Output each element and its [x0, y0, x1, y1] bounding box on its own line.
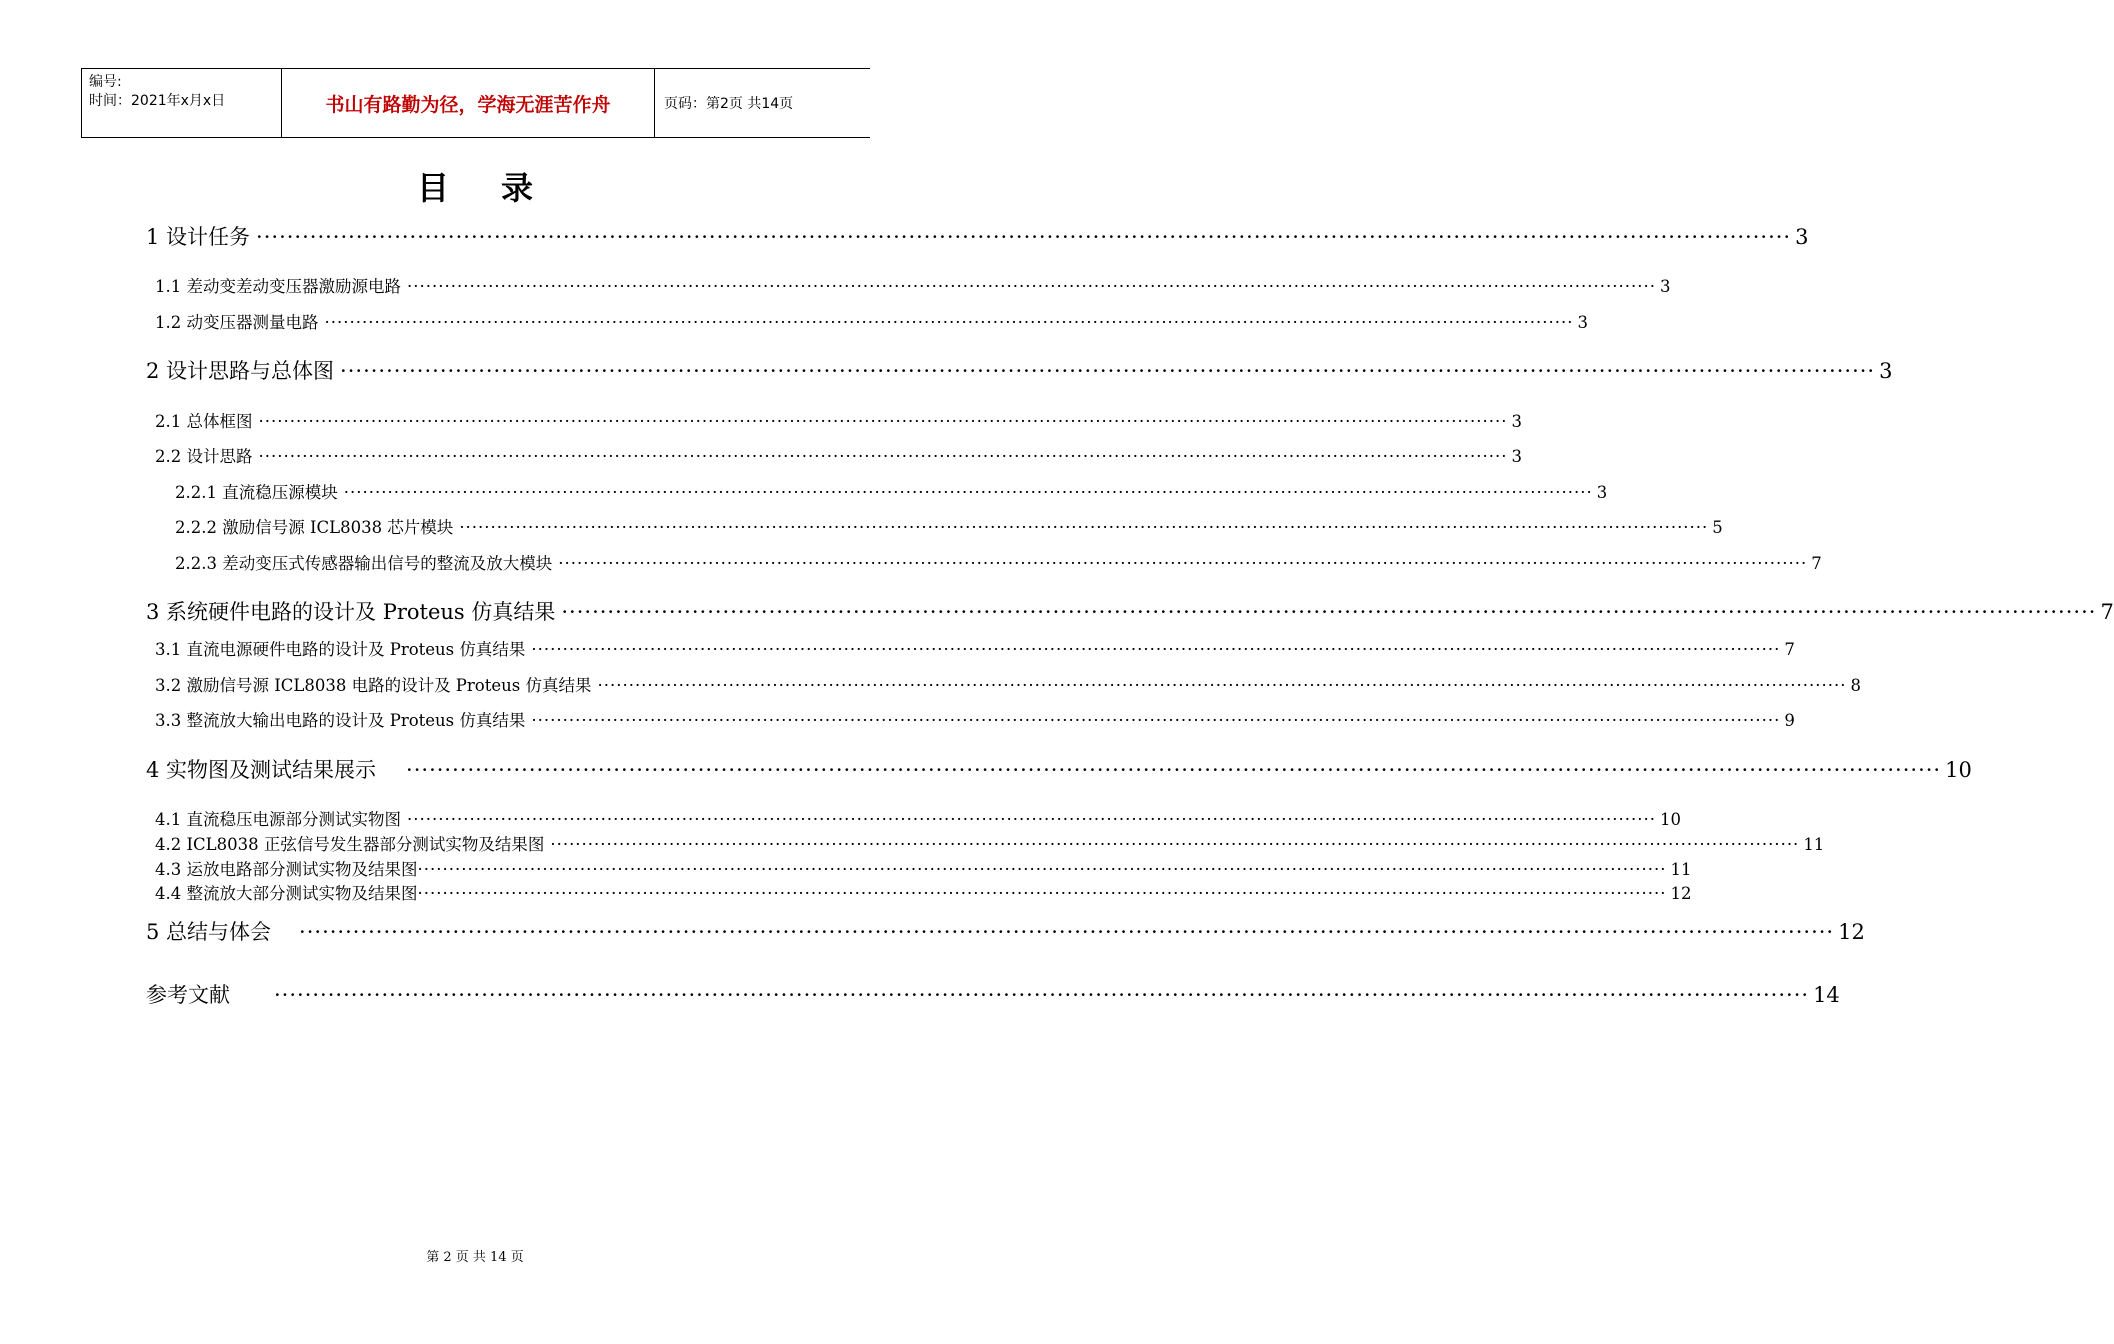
toc-entry[interactable] — [155, 443, 1522, 467]
dot-leader: ········································································································································································································ — [531, 711, 1781, 730]
toc-entry[interactable] — [155, 707, 1795, 731]
toc-entry[interactable] — [155, 273, 1671, 297]
toc-entry-label: 2.1 总体框图 — [155, 412, 253, 431]
toc-entry-label: 1.2 动变压器测量电路 — [155, 313, 319, 332]
header-meta — [89, 73, 279, 111]
dot-leader: ········································································································································································································ — [407, 277, 1656, 296]
toc-entry[interactable] — [146, 355, 1893, 385]
header-number-label: 编号: — [89, 74, 122, 90]
toc-entry-page: 11 — [1803, 835, 1825, 854]
toc-entry[interactable] — [146, 979, 1840, 1009]
toc-entry-page: 5 — [1712, 518, 1723, 537]
toc-entry-label: 3.2 激励信号源 ICL8038 电路的设计及 Proteus 仿真结果 — [155, 676, 592, 695]
toc-entry[interactable] — [155, 636, 1795, 660]
toc-entry-label: 2.2.3 差动变压式传感器输出信号的整流及放大模块 — [175, 554, 553, 573]
toc-entry-label: 1.1 差动变差动变压器激励源电路 — [155, 277, 401, 296]
toc-entry[interactable] — [155, 408, 1522, 432]
toc-entry-label: 1 设计任务 — [146, 225, 251, 249]
toc-entry-page: 3 — [1577, 313, 1588, 332]
dot-leader: ········································································································································································································ — [324, 313, 1574, 332]
toc-entry[interactable] — [175, 550, 1822, 574]
dot-leader: ········································································································································································································ — [417, 884, 1667, 903]
toc-entry-label: 3 系统硬件电路的设计及 Proteus 仿真结果 — [146, 600, 556, 624]
toc-entry-page: 10 — [1945, 758, 1972, 782]
toc-entry[interactable] — [175, 514, 1723, 538]
dot-leader: ········································································································································································································ — [299, 920, 1835, 944]
toc-entry-page: 3 — [1511, 412, 1522, 431]
dot-leader: ········································································································································································································ — [343, 483, 1593, 502]
toc-entry-label: 2.2.1 直流稳压源模块 — [175, 483, 338, 502]
toc-entry[interactable] — [155, 309, 1588, 333]
toc-entry-page: 11 — [1670, 860, 1692, 879]
toc-entry-page: 12 — [1670, 884, 1692, 903]
header-motto: 书山有路勤为径，学海无涯苦作舟 — [325, 93, 611, 116]
toc-entry-page: 7 — [1784, 640, 1795, 659]
toc-entry-label: 4.2 ICL8038 正弦信号发生器部分测试实物及结果图 — [155, 835, 545, 854]
dot-leader: ········································································································································································································ — [459, 518, 1709, 537]
page-footer: 第 2 页 共 14 页 — [426, 1250, 524, 1265]
header-border-left — [81, 69, 82, 137]
dot-leader: ········································································································································································································ — [550, 835, 1800, 854]
toc-entry[interactable] — [155, 806, 1681, 830]
toc-entry-page: 3 — [1879, 359, 1893, 383]
toc-entry-page: 3 — [1659, 277, 1671, 296]
dot-leader: ········································································································································································································ — [256, 225, 1792, 249]
toc-entry-page: 3 — [1795, 225, 1809, 249]
header-time-label: 时间：2021年x月x日 — [89, 93, 226, 109]
dot-leader: ········································································································································································································ — [258, 412, 1508, 431]
toc-entry[interactable] — [146, 754, 1972, 784]
toc-entry-page: 7 — [2100, 600, 2114, 624]
toc-entry-page: 10 — [1659, 810, 1681, 829]
toc-entry[interactable] — [155, 856, 1692, 880]
toc-entry-label: 参考文献 — [146, 983, 230, 1007]
dot-leader: ········································································································································································································ — [561, 600, 2097, 624]
toc-entry[interactable] — [155, 880, 1692, 904]
dot-leader: ········································································································································································································ — [258, 447, 1508, 466]
toc-entry-label: 2.2 设计思路 — [155, 447, 253, 466]
header-page-label: 页码：第2页 共14页 — [664, 96, 794, 112]
document-header — [81, 68, 870, 138]
dot-leader: ········································································································································································································ — [597, 676, 1847, 695]
toc-entry[interactable] — [146, 596, 2114, 626]
toc-entry-label: 2 设计思路与总体图 — [146, 359, 335, 383]
toc-entry[interactable] — [175, 479, 1608, 503]
header-divider-2 — [654, 69, 655, 137]
toc-entry-page: 8 — [1850, 676, 1861, 695]
toc-entry[interactable] — [146, 916, 1865, 946]
toc-entry-label: 4.4 整流放大部分测试实物及结果图 — [155, 884, 418, 903]
dot-leader: ········································································································································································································ — [407, 810, 1656, 829]
dot-leader: ········································································································································································································ — [417, 860, 1667, 879]
toc-entry-page: 3 — [1596, 483, 1608, 502]
toc-entry-label: 3.1 直流电源硬件电路的设计及 Proteus 仿真结果 — [155, 640, 526, 659]
toc-entry[interactable] — [155, 672, 1861, 696]
toc-entry-label: 4.1 直流稳压电源部分测试实物图 — [155, 810, 401, 829]
toc-entry-page: 7 — [1811, 554, 1822, 573]
dot-leader: ········································································································································································································ — [406, 758, 1942, 782]
toc-entry-page: 9 — [1784, 711, 1795, 730]
toc-entry-label: 2.2.2 激励信号源 ICL8038 芯片模块 — [175, 518, 454, 537]
toc-entry-page: 14 — [1813, 983, 1840, 1007]
toc-entry-page: 3 — [1511, 447, 1522, 466]
toc-entry-label: 4 实物图及测试结果展示 — [146, 758, 377, 782]
toc-entry-page: 12 — [1838, 920, 1865, 944]
toc-entry[interactable] — [155, 831, 1825, 855]
dot-leader: ········································································································································································································ — [558, 554, 1808, 573]
dot-leader: ········································································································································································································ — [274, 983, 1810, 1007]
page-title: 目录 — [416, 169, 585, 207]
toc-entry-label: 5 总结与体会 — [146, 920, 272, 944]
toc-entry[interactable] — [146, 221, 1809, 251]
dot-leader: ········································································································································································································ — [531, 640, 1781, 659]
toc-entry-label: 3.3 整流放大输出电路的设计及 Proteus 仿真结果 — [155, 711, 526, 730]
toc-entry-label: 4.3 运放电路部分测试实物及结果图 — [155, 860, 418, 879]
dot-leader: ········································································································································································································ — [340, 359, 1876, 383]
